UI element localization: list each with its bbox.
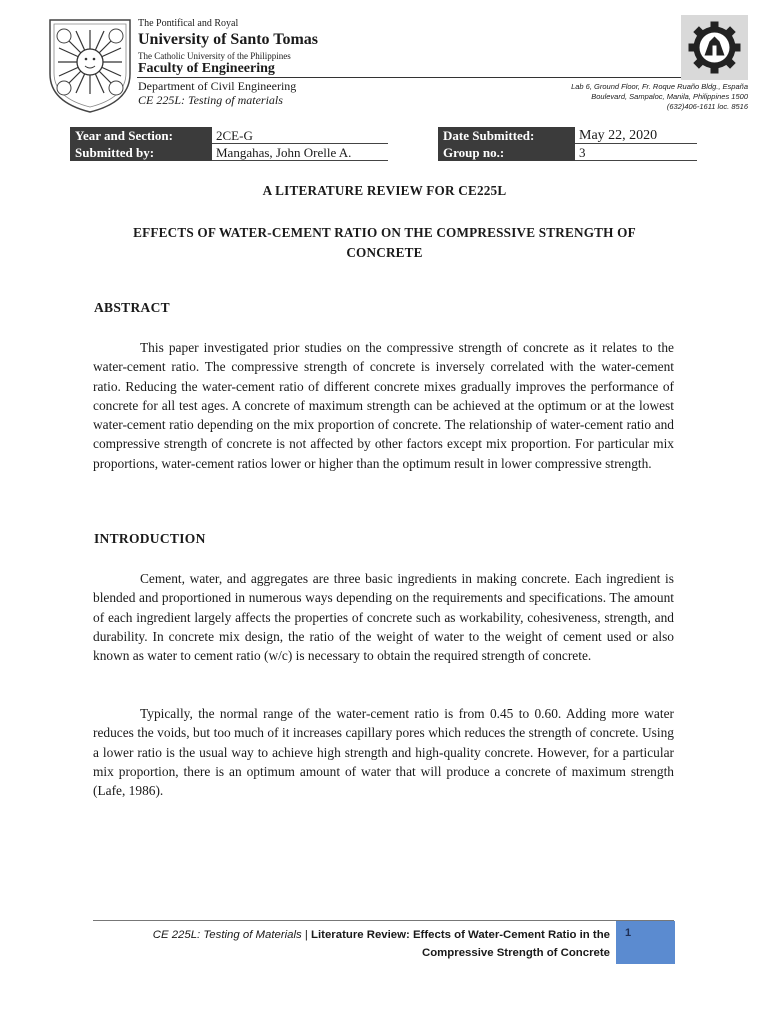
group-number-label: Group no.: bbox=[438, 144, 575, 161]
footer-title-line-2: Compressive Strength of Concrete bbox=[422, 947, 610, 959]
department-name: Department of Civil Engineering bbox=[138, 79, 297, 93]
address-line-3: (632)406-1611 loc. 8516 bbox=[666, 102, 748, 111]
date-submitted-label: Date Submitted: bbox=[438, 127, 575, 144]
footer-rule bbox=[93, 920, 674, 921]
introduction-paragraph-2: Typically, the normal range of the water-cement ratio is from 0.45 to 0.60. Adding more water reduces the voids, but too much of it increases capillary pores which reduces the strength of concrete. Using a lower ratio is the usual way to achieve high strength and high-quality concrete. However, for a particular mix proportion, there is an optimum amount of water that will produce a concrete of maximum strength (Lafe, 1986). bbox=[93, 706, 674, 799]
footer-course: CE 225L: Testing of Materials bbox=[152, 929, 302, 941]
footer-title-line-1: Literature Review: Effects of Water-Cement Ratio in the bbox=[311, 929, 610, 941]
introduction-paragraph-1: Cement, water, and aggregates are three basic ingredients in making concrete. Each ingredient is blended and proportioned in numerous ways depending on the requirements and specifications. The amount of each ingredient largely affects the properties of concrete such as workability, cohesiveness, strength, and durability. In concrete mix design, the ratio of the weight of water to the weight of cement used or also known as water to cement ratio (w/c) is necessary to obtain the required strength of concrete. bbox=[93, 571, 674, 664]
abstract-paragraph: This paper investigated prior studies on the compressive strength of concrete as it relates to the water-cement ratio. The compressive strength of concrete is inversely correlated with the water-cement ratio. Reducing the water-cement ratio of different concrete mixes gradually improves the performance of concrete for all test ages. A concrete of maximum strength can be achieved at the optimum or at the lowest water-cement ratio depending on the mix proportion of concrete. The relationship of water-cement ratio and compressive strength of concrete is not affected by other factors except mix proportion. For particular mix proportions, water-cement ratios lower or higher than the optimum result in lower compressive strength. bbox=[93, 340, 674, 471]
course-name: CE 225L: Testing of materials bbox=[138, 93, 283, 107]
page-number-box bbox=[616, 921, 675, 964]
university-seal-logo bbox=[46, 16, 134, 114]
faculty-name: Faculty of Engineering bbox=[138, 61, 275, 76]
submitted-by-value: Mangahas, John Orelle A. bbox=[212, 144, 388, 161]
introduction-heading: INTRODUCTION bbox=[94, 531, 206, 546]
footer-separator: | bbox=[301, 929, 312, 941]
year-section-value: 2CE-G bbox=[212, 127, 388, 144]
group-number-value: 3 bbox=[575, 144, 697, 161]
footer-running-title bbox=[93, 926, 610, 962]
university-name: University of Santo Tomas bbox=[138, 31, 319, 48]
paper-title: EFFECTS OF WATER-CEMENT RATIO ON THE COMPRESSIVE STRENGTH OF CONCRETE bbox=[133, 225, 636, 260]
institution-line: The Pontifical and Royal bbox=[138, 18, 239, 29]
header-rule bbox=[137, 77, 748, 78]
university-subtitle: The Catholic University of the Philippines bbox=[138, 51, 291, 61]
date-submitted-value: May 22, 2020 bbox=[575, 127, 697, 144]
page-number: 1 bbox=[625, 927, 632, 939]
abstract-heading: ABSTRACT bbox=[94, 300, 170, 315]
address-line-1: Lab 6, Ground Floor, Fr. Roque Ruaño Bldg., España bbox=[571, 82, 748, 91]
review-title: A LITERATURE REVIEW FOR CE225L bbox=[262, 183, 507, 198]
year-section-label: Year and Section: bbox=[70, 127, 212, 144]
address-line-2: Boulevard, Sampaloc, Manila, Philippines 1500 bbox=[591, 92, 748, 101]
engineering-gear-logo bbox=[681, 15, 748, 80]
submitted-by-label: Submitted by: bbox=[70, 144, 212, 161]
